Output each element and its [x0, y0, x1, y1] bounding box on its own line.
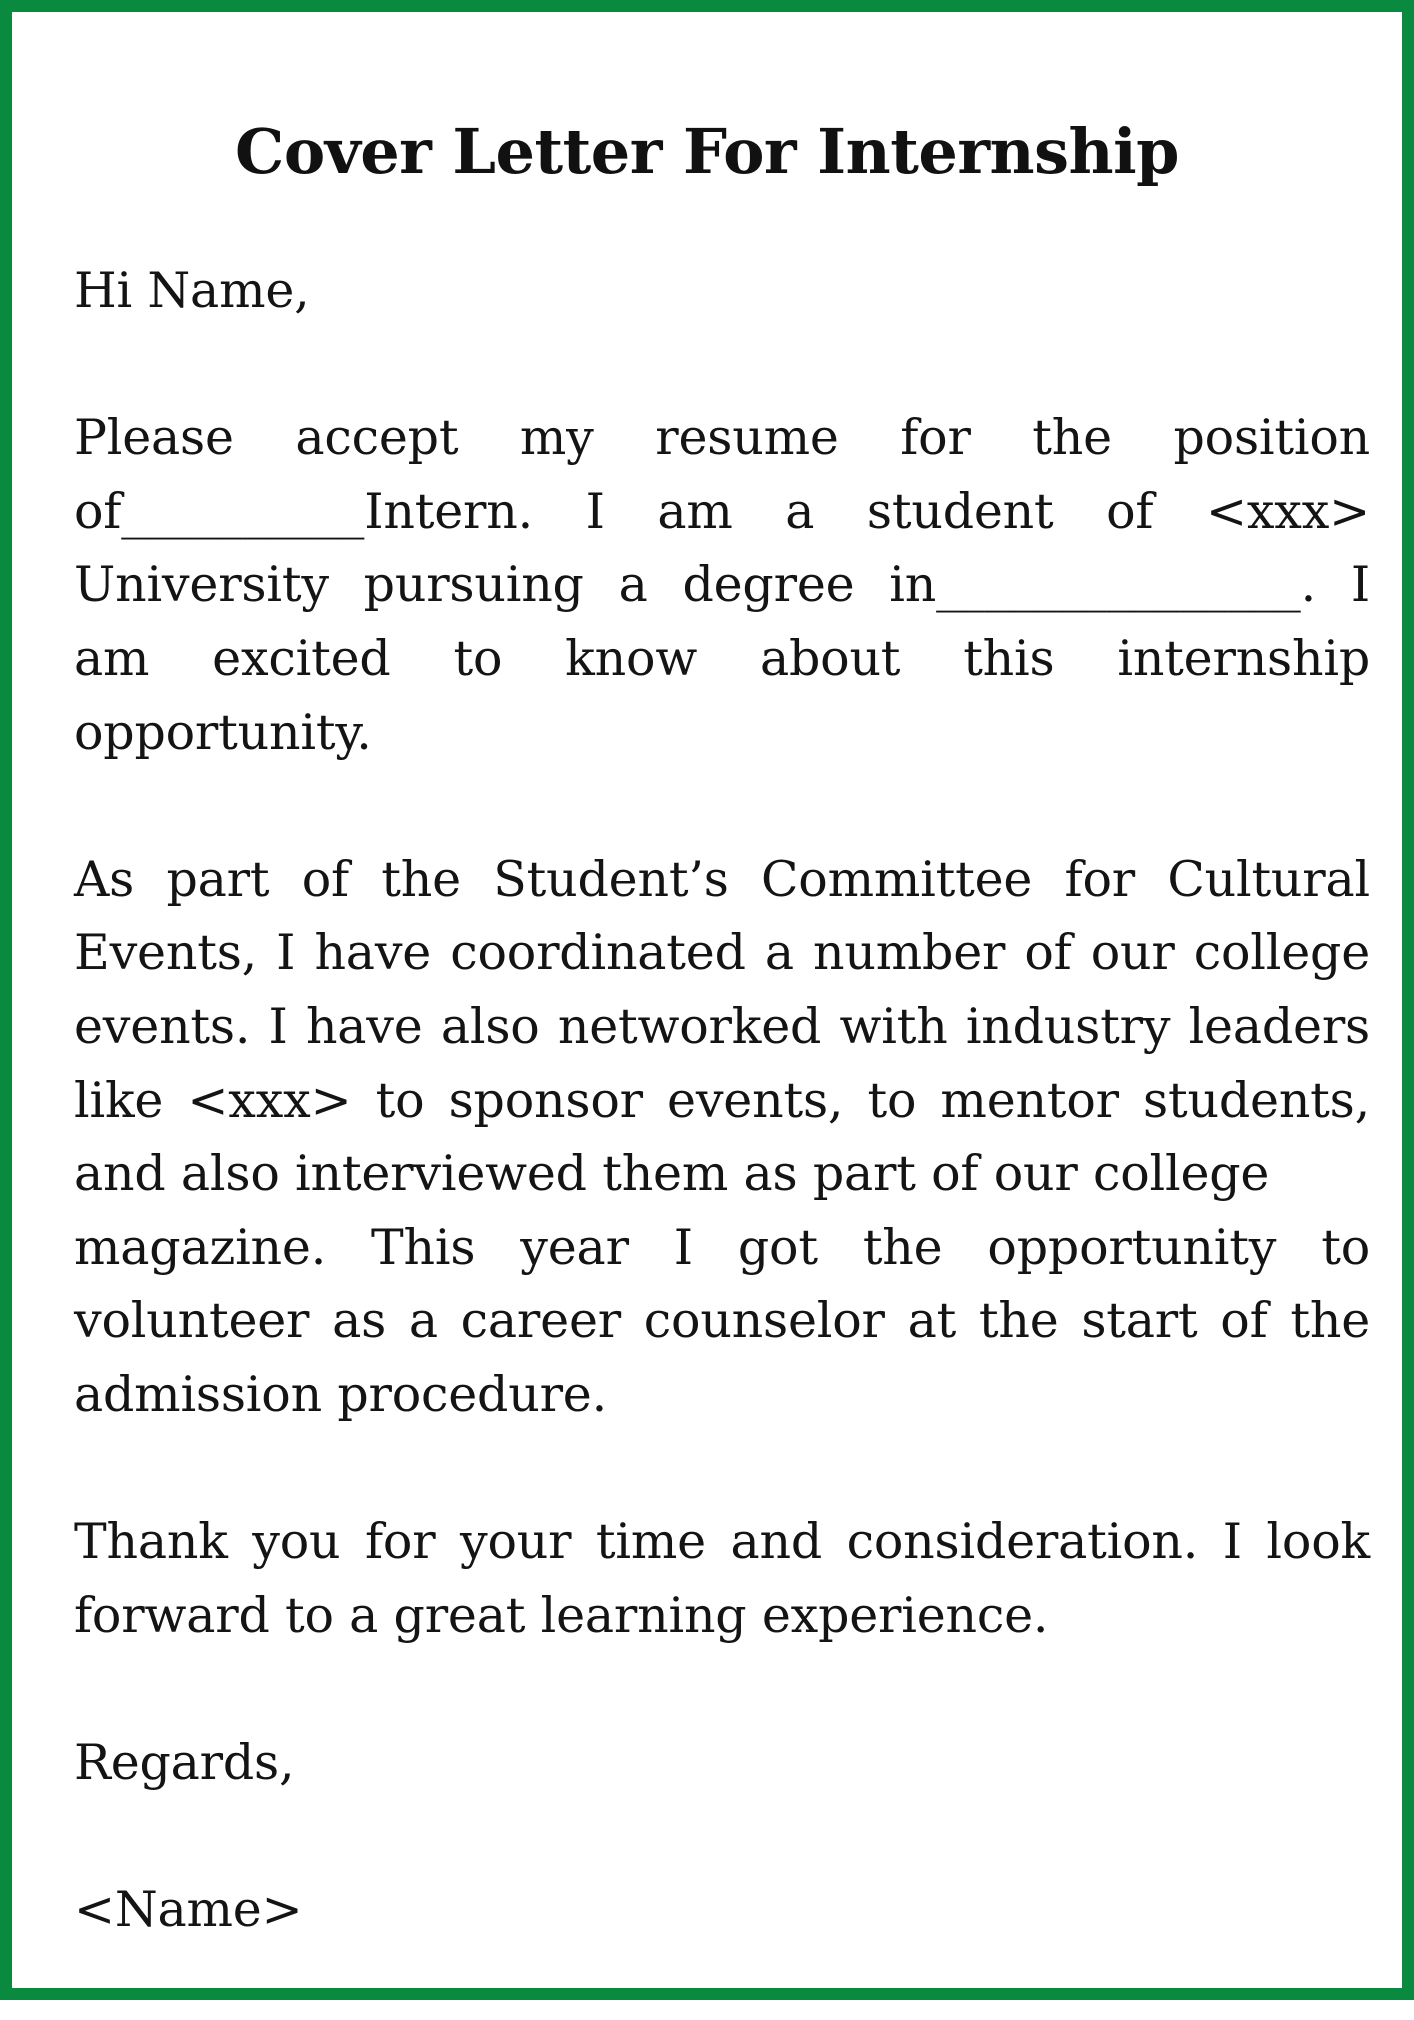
- paragraph-thanks: [74, 1505, 1370, 1652]
- paragraph-line: opportunity.: [74, 703, 372, 761]
- letter-title: Cover Letter For Internship: [235, 115, 1179, 188]
- paragraph-line: Please accept my resume for the position: [74, 409, 1370, 467]
- paragraph-intro: [74, 401, 1370, 769]
- paragraph-experience: [74, 843, 1370, 1432]
- letter-body: [74, 254, 1370, 2020]
- signature-placeholder: <Name>: [74, 1881, 303, 1939]
- paragraph-line: and also interviewed them as part of our college: [74, 1145, 1270, 1203]
- paragraph-line: like <xxx> to sponsor events, to mentor students,: [74, 1071, 1370, 1129]
- paragraph-line: of__________Intern. I am a student of <xxx>: [74, 482, 1370, 540]
- paragraph-line: volunteer as a career counselor at the start of the: [74, 1292, 1370, 1350]
- paragraph-line: am excited to know about this internship: [74, 629, 1370, 687]
- paragraph-line: University pursuing a degree in_______________. I: [74, 556, 1370, 614]
- paragraph-line: As part of the Student’s Committee for Cultural: [74, 850, 1370, 908]
- paragraph-line: Events, I have coordinated a number of our college: [74, 924, 1370, 982]
- paragraph-line: magazine. This year I got the opportunity to: [74, 1218, 1370, 1276]
- paragraph-line: Thank you for your time and consideration. I look: [74, 1513, 1370, 1571]
- closing: Regards,: [74, 1733, 295, 1791]
- paragraph-line: forward to a great learning experience.: [74, 1586, 1049, 1644]
- paragraph-line: admission procedure.: [74, 1365, 607, 1423]
- paragraph-line: events. I have also networked with industry leaders: [74, 997, 1370, 1055]
- greeting: Hi Name,: [74, 262, 310, 319]
